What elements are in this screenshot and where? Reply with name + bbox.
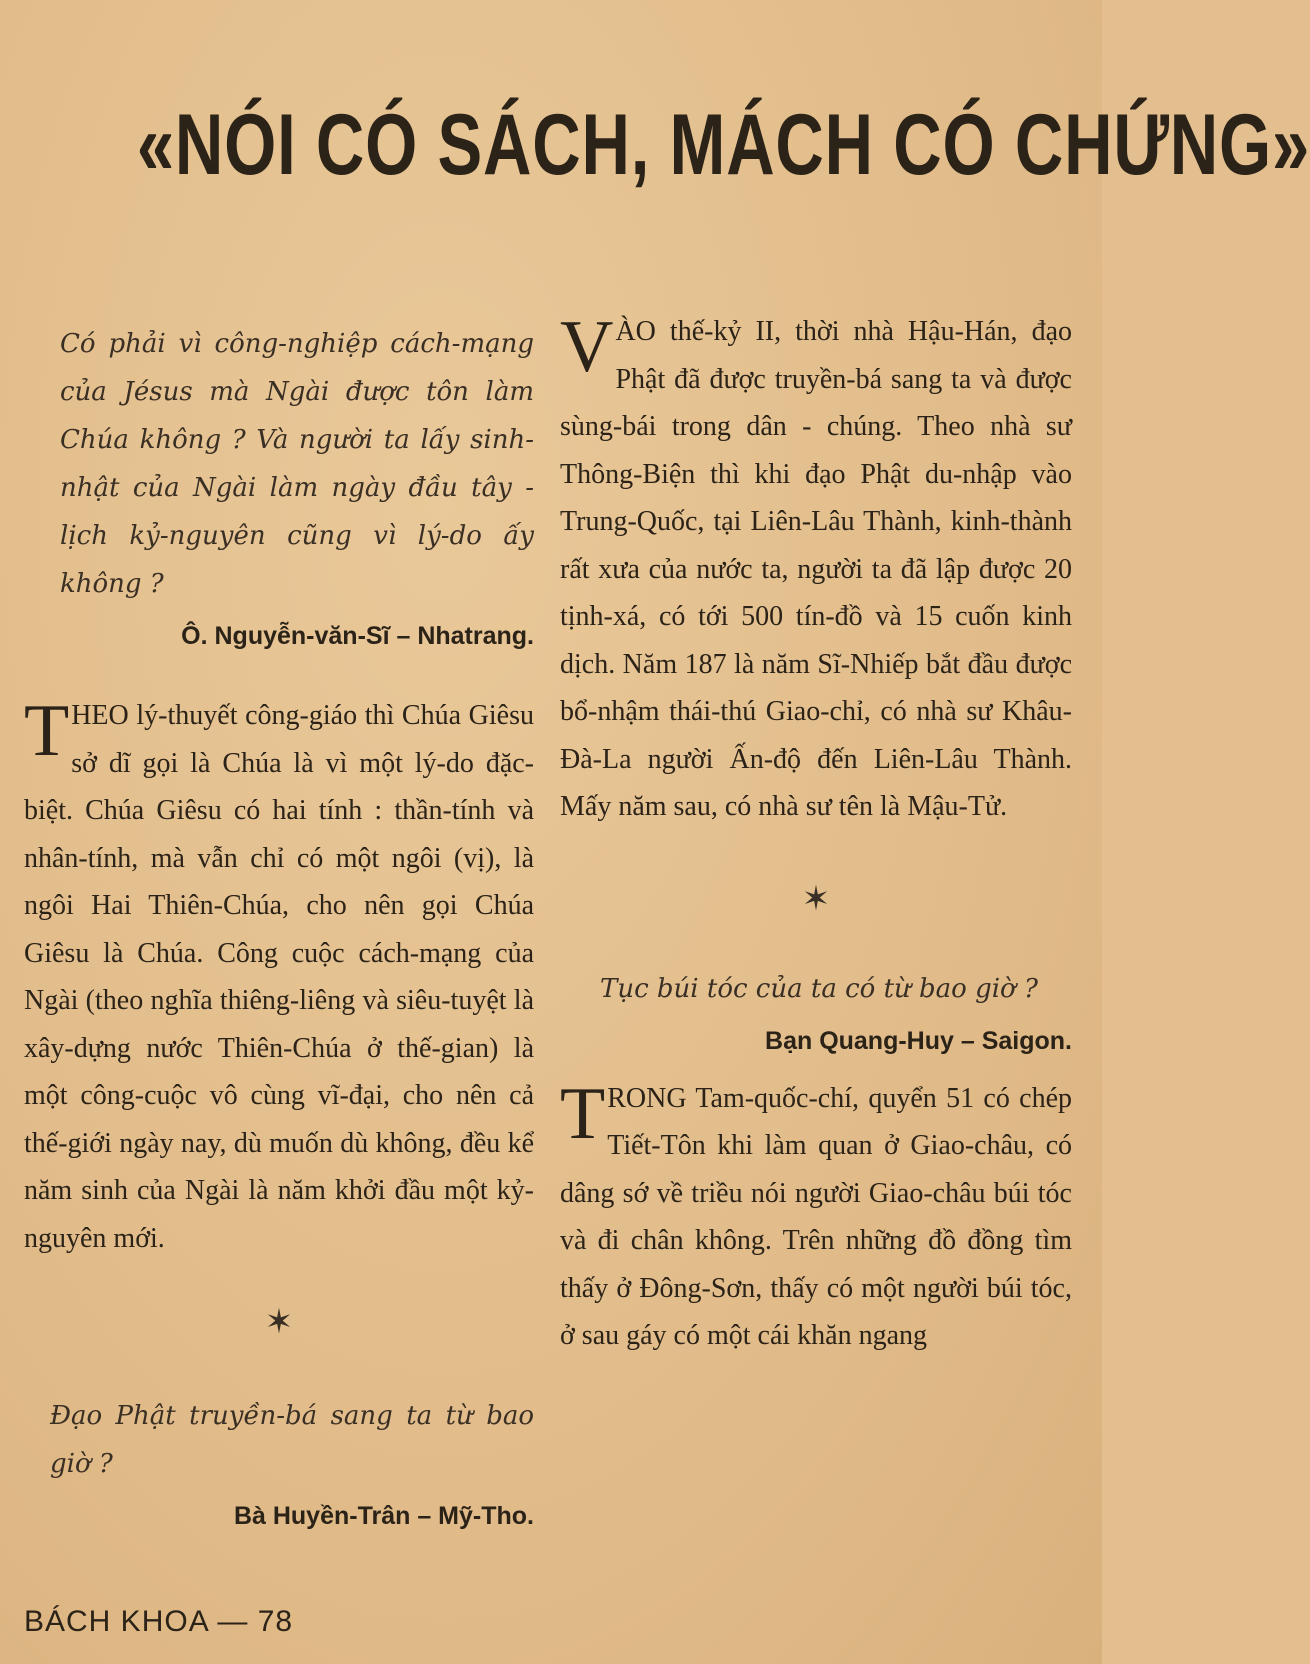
answer-2-body: thế-kỷ II, thời nhà Hậu-Hán, đạo Phật đã được truyền-bá sang ta và được sùng-bái trong dân - chúng. Theo nhà sư Thông-Biện thì khi đạo Phật du-nhập vào Trung-Quốc, tại Liên-Lâu Thành, kinh-thành rất xưa của nước ta, người ta đã lập được 20 tịnh-xá, có tới 500 tín-đồ và 15 cuốn kinh dịch. Năm 187 là năm Sĩ-Nhiếp bắt đầu được bổ-nhậm thái-thú Giao-chỉ, có nhà sư Khâu-Đà-La người Ấn-độ đến Liên-Lâu Thành. Mấy năm sau, có nhà sư tên là Mậu-Tử.: [560, 316, 1072, 822]
answer-3: [560, 1072, 1072, 1360]
left-column: [24, 320, 534, 1538]
question-2: Đạo Phật truyền-bá sang ta từ bao giờ ?: [50, 1401, 534, 1479]
question-1: Có phải vì công-nghiệp cách-mạng của Jésus mà Ngài được tôn làm Chúa không ? Và người ta lấy sinh-nhật của Ngài làm ngày đầu tây - lịch kỷ-nguyên cũng vì lý-do ấy không ?: [60, 329, 534, 599]
question-2-asker: Bà Huyền-Trân – Mỹ-Tho.: [233, 1502, 534, 1530]
separator-star-icon: ✶: [801, 878, 831, 919]
page-footer: BÁCH KHOA — 78: [24, 1605, 294, 1638]
question-3: Tục búi tóc của ta có từ bao giờ ?: [600, 973, 1038, 1004]
answer-3-lead: RONG: [607, 1082, 687, 1114]
page-title: «NÓI CÓ SÁCH, MÁCH CÓ CHỨNG»: [136, 97, 1310, 193]
dropcap: T: [24, 690, 70, 772]
separator-star-icon: ✶: [264, 1302, 294, 1342]
answer-1-lead: HEO: [71, 700, 129, 731]
dropcap: V: [560, 306, 614, 388]
question-3-asker: Bạn Quang-Huy – Saigon.: [765, 1026, 1072, 1055]
dropcap: T: [560, 1072, 606, 1155]
answer-2-lead: ÀO: [615, 316, 656, 347]
answer-1: [24, 692, 534, 1262]
question-1-asker: Ô. Nguyễn-văn-Sĩ – Nhatrang.: [181, 622, 534, 650]
answer-1-body: lý-thuyết công-giáo thì Chúa Giêsu sở dĩ gọi là Chúa là vì một lý-do đặc-biệt. Chúa Giêsu có hai tính : thần-tính và nhân-tính, mà vẫn chỉ có một ngôi (vị), là ngôi Hai Thiên-Chúa, cho nên gọi Chúa Giêsu là Chúa. Công cuộc cách-mạng của Ngài (theo nghĩa thiêng-liêng và siêu-tuyệt là xây-dựng nước Thiên-Chúa ở thế-gian) là một công-cuộc vô cùng vĩ-đại, cho nên cả thế-giới ngày nay, dù muốn dù không, đều kể năm sinh của Ngài là năm khởi đầu một kỷ-nguyên mới.: [24, 700, 534, 1254]
answer-3-body: Tam-quốc-chí, quyển 51 có chép Tiết-Tôn khi làm quan ở Giao-châu, có dâng sớ về triều nói người Giao-châu búi tóc và đi chân không. Trên những đồ đồng tìm thấy ở Đông-Sơn, thấy có một người búi tóc, ở sau gáy có một cái khăn ngang: [560, 1082, 1072, 1351]
answer-2: [560, 308, 1072, 831]
right-column: [560, 306, 1072, 1360]
